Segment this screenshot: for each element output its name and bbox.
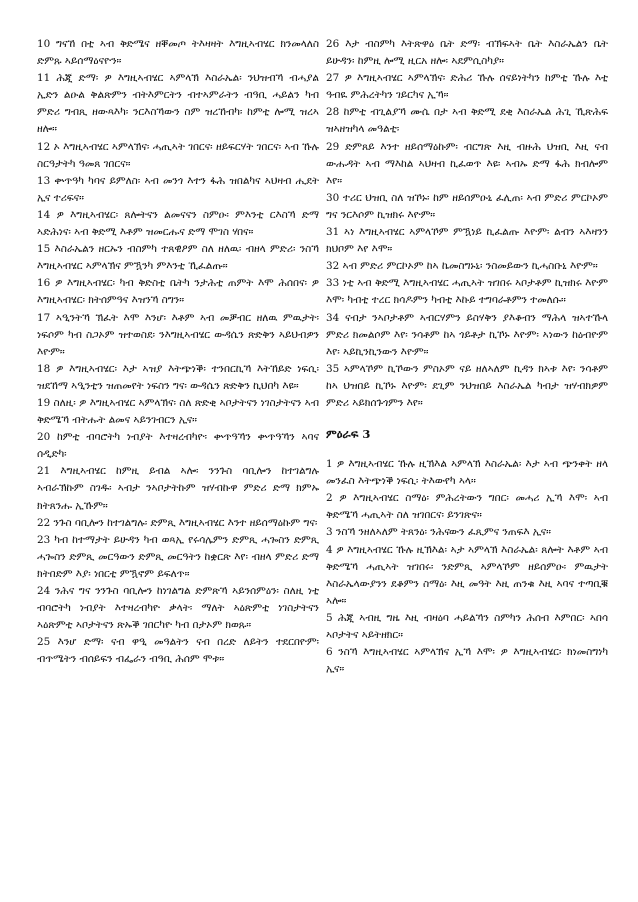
verse-30: 30 ተሪር ህዝቢ ስለ ዝኾኑ፡ ከም ዘይሰምዑኒ ፈሊጠ፡ ኣብ ምድሪ ምርኮኦም ግና ንርእሶም ኪዝክሩ እዮም። <box>326 191 608 221</box>
verse-31: 31 ኣነ እግዚኣብሄር ኣምላኾም ምዃነይ ኪፈልጡ እዮም፡ ልብን ኣእዛንን ክህቦም እየ እሞ። <box>326 226 608 256</box>
verse-22: 22 ንጉስ ባቢሎን ከተገልግሉ፡ ድምጺ እግዚኣብሄር እንተ ዘይሰማዕኩም ግና፡ <box>37 516 318 529</box>
verse-23: 23 ካብ ከተማታት ይሁዳን ካብ ወጻኢ የሩሳሌምን ድምጺ ሓጐስን ድምጺ ሓጐስን ድምጺ መርዓውን ድምጺ መርዓትን ከቋርጽ እየ፡ ብዘላ ምድሪ ድማ ክትበድም እያ፡ ነበርቲ ምዃኖም ይፍለጥ። <box>37 533 319 580</box>
right-column <box>326 36 608 678</box>
verse-15: 15 እስራኤልን ዘርኡን ብስምካ ተጸዊዖም ስለ ዘለዉ፡ ብዘላ ምድሪ፡ ንስኻ እግዚኣብሄር ኣምላኽና ምዃንካ ምእንቲ ኺፈልጡ። <box>37 243 319 273</box>
verse-21: 21 እግዚኣብሄር ከምዚ ይብል ኣሎ፡ ንንጉስ ባቢሎን ከተገልግሉ ኣብራኽኩም ስገዱ፡ ኣብታ ንኣቦታትኩም ዝሃብኩዋ ምድሪ ድማ ክምኡ ክትጸንሑ ኢኹም። <box>37 465 319 512</box>
two-column-layout <box>37 36 608 678</box>
verse-28: 28 ከምቲ ብጊልያኻ ሙሴ በታ ኣብ ቅድሚ ደቂ እስራኤል ሕጊ ኺጽሕፍ ዝኣዘዝካላ መዓልቲ፡ <box>326 106 608 136</box>
verse-18: 18 ዎ እግዚኣብሄር፡ እታ ኣዝያ እትጭነቕ፡ ተንበርኪኻ እትኸይድ ነፍሲ፡ ዝደኸማ ኣዒንቲን ዝጠመየት ነፍስን ግና፡ ውዳሴን ጽድቅን ኪህበካ እዩ። <box>37 362 319 392</box>
chapter3-verse-2: 2 ዎ እግዚኣብሄር ስማዕ፡ ምሕረትውን ግበር፡ መሓሪ ኢኻ እሞ፡ ኣብ ቅድሜኻ ሓጢኣት ስለ ዝገበርና፡ ይንገጽና። <box>326 492 608 522</box>
verse-27: 27 ዎ እግዚኣብሄር ኣምላኽና፡ ድሕሪ ኹሉ ሰናይነትካን ከምቲ ኹሉ እቲ ዓብዪ ምሕረትካን ገይርካና ኢኻ። <box>326 72 608 102</box>
chapter3-verse-4: 4 ዎ እግዚኣብሄር ኹሉ ዚኽእል፡ ኣታ ኣምላኽ እስራኤል፡ ጸሎት እቶም ኣብ ቅድሜኻ ሓጢኣት ዝገበሩ፡ ንድምጺ ኣምላኾም ዘይሰምዑ፡ ምዉታት እስራኤላውያንን ደቆምን ስማዕ፡ እዚ መዓት እዚ ጠንቁ እዚ ኣባና ተጣቢቑ ኣሎ። <box>326 543 608 607</box>
verse-19: 19 ስለዚ፡ ዎ እግዚኣብሄር ኣምላኽና፡ ስለ ጽድቂ ኣቦታትናን ነገስታትናን ኣብ ቅድሜኻ ብትሑት ልመና ኣይንገብርን ኢና። <box>37 396 319 427</box>
chapter3-verse-1: 1 ዎ እግዚኣብሄር ኹሉ ዚኽእል ኣምላኽ እስራኤል፡ እታ ኣብ ጭንቀት ዘላ መንፈስ እትጭነቕ ነፍሲ፡ ትእውየካ ኣላ። <box>326 458 608 488</box>
verse-13: 13 ቍጥዓካ ካባና ይምለስ፡ ኣብ መንጎ እተን ፋሕ ዝበልካና ኣህዛብ ሒደት ኢና ተሪፍና። <box>37 174 319 204</box>
verse-10: 10 ግናኸ በቲ ኣብ ቅድሜና ዘቐመጦ ትእዛዛት እግዚኣብሄር ክንመላለስ ድምጹ ኣይሰማዕናዮን። <box>37 38 319 68</box>
verse-11: 11 ሕጂ ድማ፡ ዎ እግዚኣብሄር ኣምላኽ እስራኤል፡ ንህዝብኻ ብሓያል ኢድን ልዑል ቅልጽምን ብትእምርትን ብተኣምራትን ብዓቢ ሓይልን ካብ ምድሪ ግብጺ ዘውጻእካ፡ ንርእስኻውን ስም ዝረኸብካ፡ ከምቲ ሎሚ ዝረኣ ዘሎ። <box>37 72 319 136</box>
verse-12: 12 ኦ እግዚኣብሄር ኣምላኽና፡ ሓጢኣት ገበርና፡ ዘይፍርሃት ገበርና፡ ኣብ ኹሉ ስርዓታትካ ዓመጸ ገበርና። <box>37 140 319 170</box>
verse-34: 34 ናብታ ንኣቦታቶም ኣብርሃምን ይስሃቅን ያእቆብን ማሕላ ዝኣተኹላ ምድሪ ክመልሶም እየ፡ ንሳቶም ከኣ ጎይቶታ ኪኾኑ እዮም፡ ኣነውን ከዕብዮም እየ፡ ኣይኪንኪንውን እዮም። <box>326 311 608 358</box>
verse-25: 25 እንሆ ድማ፡ ናብ ዋዒ መዓልትን ናብ በረድ ለይትን ተደርበዮም፡ ብጥሜትን ብሰይፍን ብፌራን ብዓቢ ሕሰም ሞቱ። <box>37 636 319 666</box>
chapter3-verse-6: 6 ንስኻ እግዚኣብሄር ኣምላኽና ኢኻ እሞ፡ ዎ እግዚኣብሄር፡ ክነመስግነካ ኢና። <box>326 646 608 676</box>
chapter3-verse-5: 5 ሕጂ ኣብዚ ግዜ እዚ ብዛዕባ ሓይልኻን ስምካን ሕሰብ እምበር፡ ኣበሳ ኣቦታትና ኣይትዘክር። <box>326 611 608 641</box>
verse-35: 35 ኣምላኾም ኪኾውን ምስኦም ናይ ዘለኣለም ኪዳን ክኣቱ እየ፡ ንሳቶም ከኣ ህዝበይ ኪኾኑ እዮም፡ ደጊም ንህዝበይ እስራኤል ካብታ ዝሃብክዎም ምድሪ ኣይክሰጉጎምን እየ። <box>326 362 608 409</box>
verse-32: 32 ኣብ ምድሪ ምርኮኦም ከኣ ኬመስግኑኒ፡ ንስመይውን ኪሓስቡኒ እዮም። <box>326 260 598 273</box>
chapter-heading: ምዕራፍ 3 <box>326 427 371 442</box>
verse-24: 24 ንሕና ግና ንንጉስ ባቢሎን ከነገልግል ድምጽኻ ኣይንሰምዕን፡ ስለዚ ነቲ ብባሮትካ ነብያት እተዛረብካዮ ቃላት፡ ማለት ኣዕጽምቲ ነገስታትናን ኣዕጽምቲ ኣቦታትናን ጽኡቕ ገበርካዮ ካብ በታኦም ክወጹ። <box>37 585 319 632</box>
left-column <box>37 36 319 678</box>
verse-26: 26 እታ ብስምካ እትጽዋዕ ቤት ድማ፡ ብኽፍኣት ቤት እስራኤልን ቤት ይሁዳን፡ ከምዚ ሎሚ ዚርአ ዘሎ፡ ኣደምሲስካያ። <box>326 38 608 68</box>
chapter3-verse-3: 3 ንስኻ ንዘለኣለም ትጸንዕ፡ ንሕናውን ፈጺምና ንጠፍእ ኢና። <box>326 526 552 539</box>
verse-33: 33 ነቲ ኣብ ቅድሚ እግዚኣብሄር ሓጢኣት ዝገበሩ ኣቦታቶም ኪዝክሩ እዮም እሞ፡ ካብቲ ተረር ክሳዶምን ካብቲ እኩይ ተግባራቶምን ተመለሱ። <box>326 277 608 307</box>
verse-17: 17 ኣዒንትኻ ኽፈት እሞ እንሆ፡ እቶም ኣብ መቓብር ዘለዉ ምዉታት፡ ነፍሶም ካብ ስጋኦም ዝተወስደ፡ ንእግዚኣብሄር ውዳሴን ጽድቅን ኣይህብዎን እዮም። <box>37 311 319 358</box>
verse-16: 16 ዎ እግዚኣብሄር፡ ካብ ቅድስቲ ቤትካ ንታሕቲ ጠምት እሞ ሕሰበና፡ ዎ እግዚኣብሄር፡ ክትሰምዓና እዝንኻ ስግን። <box>37 277 319 307</box>
verse-14: 14 ዎ እግዚኣብሄር፡ ጸሎትናን ልመናናን ስምዑ፡ ምእንቲ ርእስኻ ድማ ኣድሕነና፡ ኣብ ቅድሚ እቶም ዝመርሑና ድማ ሞገስ ሃበና። <box>37 208 319 239</box>
verse-20: 20 ከምቲ ብባሮትካ ነብያት እተዛረብካዮ፡ ቍጥዓኻን ቍጥዓኻን ኣባና ሰዲድካ፡ <box>37 431 319 461</box>
verse-29: 29 ድምጸይ እንተ ዘይሰማዕኩም፡ ብርግጽ እዚ ብዙሕ ህዝቢ እዚ ናብ ውሑዳት ኣብ ማእከል ኣህዛብ ኪፈወጥ እዩ፡ ኣብኡ ድማ ፋሕ ክብሎም እየ። <box>326 140 608 187</box>
